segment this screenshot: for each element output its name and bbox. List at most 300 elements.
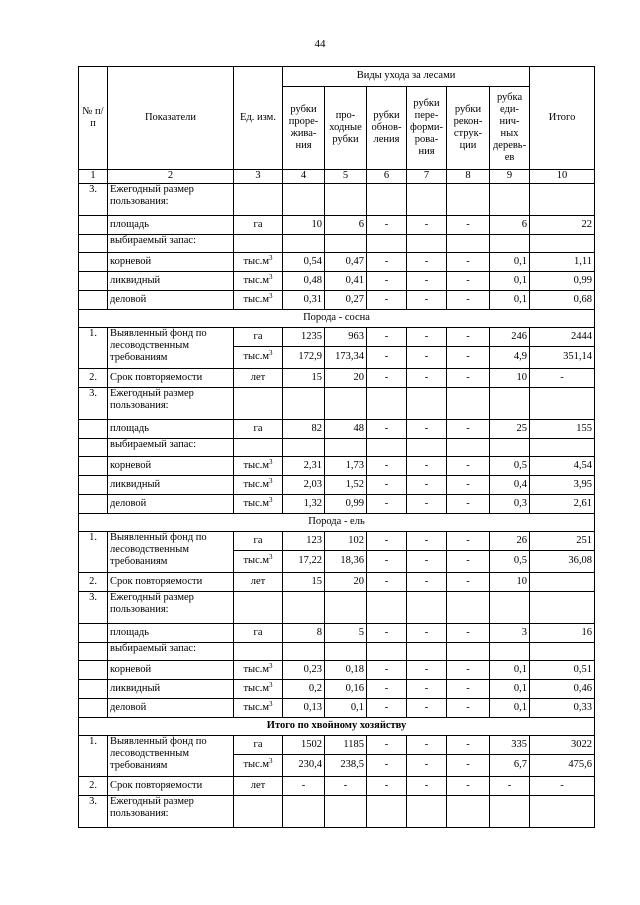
unit-cell: га xyxy=(234,328,283,347)
header-total: Итого xyxy=(530,67,595,170)
section-title: Порода - ель xyxy=(79,514,595,532)
column-number: 4 xyxy=(283,170,325,184)
empty-cell xyxy=(447,388,490,420)
value-cell: - xyxy=(367,661,407,680)
value-cell: 0,99 xyxy=(530,272,595,291)
value-cell: - xyxy=(407,347,447,369)
empty-cell xyxy=(490,388,530,420)
value-cell: - xyxy=(407,755,447,777)
value-cell: 15 xyxy=(283,573,325,592)
data-row xyxy=(79,216,595,235)
empty-cell xyxy=(407,796,447,828)
value-cell: - xyxy=(407,476,447,495)
value-cell: 22 xyxy=(530,216,595,235)
empty-cell xyxy=(283,796,325,828)
row-number: 3. xyxy=(79,592,108,624)
value-cell: - xyxy=(447,680,490,699)
value-cell: 20 xyxy=(325,573,367,592)
value-cell: - xyxy=(367,291,407,310)
header-indicators: Показатели xyxy=(108,67,234,170)
value-cell: 0,18 xyxy=(325,661,367,680)
empty-cell xyxy=(530,184,595,216)
empty-cell xyxy=(447,592,490,624)
data-row xyxy=(79,777,595,796)
value-cell: 2,03 xyxy=(283,476,325,495)
row-label: деловой xyxy=(108,495,234,514)
value-cell: - xyxy=(407,680,447,699)
empty-cell xyxy=(490,643,530,661)
value-cell: 0,54 xyxy=(283,253,325,272)
column-number: 2 xyxy=(108,170,234,184)
row-label: Выявленный фонд по лесоводственным требованиям xyxy=(108,532,234,573)
data-row xyxy=(79,253,595,272)
row-label: выбираемый запас: xyxy=(108,643,234,661)
value-cell: - xyxy=(447,216,490,235)
column-number: 7 xyxy=(407,170,447,184)
value-cell: - xyxy=(367,495,407,514)
value-cell: - xyxy=(447,457,490,476)
value-cell: 0,33 xyxy=(530,699,595,718)
value-cell: - xyxy=(367,755,407,777)
empty-cell xyxy=(234,796,283,828)
item-row xyxy=(79,643,595,661)
value-cell: 1,32 xyxy=(283,495,325,514)
value-cell: 18,36 xyxy=(325,551,367,573)
empty-cell xyxy=(325,796,367,828)
unit-cell: $тыс.м^3$ xyxy=(234,661,283,680)
value-cell: - xyxy=(407,532,447,551)
value-cell: - xyxy=(367,551,407,573)
value-cell: - xyxy=(447,495,490,514)
value-cell: - xyxy=(367,216,407,235)
value-cell: 0,23 xyxy=(283,661,325,680)
value-cell: - xyxy=(407,495,447,514)
empty-cell xyxy=(325,388,367,420)
value-cell: 246 xyxy=(490,328,530,347)
row-label: корневой xyxy=(108,457,234,476)
unit-cell: $тыс.м^3$ xyxy=(234,291,283,310)
value-cell: - xyxy=(447,328,490,347)
value-cell: 102 xyxy=(325,532,367,551)
data-row xyxy=(79,420,595,439)
value-cell: - xyxy=(367,624,407,643)
unit-cell: лет xyxy=(234,777,283,796)
row-label: ликвидный xyxy=(108,680,234,699)
header-group: Виды ухода за лесами xyxy=(283,67,530,87)
value-cell: - xyxy=(367,328,407,347)
empty-cell xyxy=(407,184,447,216)
value-cell: 20 xyxy=(325,369,367,388)
empty-cell xyxy=(325,184,367,216)
value-cell: 0,41 xyxy=(325,272,367,291)
row-label: площадь xyxy=(108,624,234,643)
value-cell: - xyxy=(407,253,447,272)
empty-cell xyxy=(325,235,367,253)
value-cell: - xyxy=(447,369,490,388)
value-cell: 3 xyxy=(490,624,530,643)
value-cell: 5 xyxy=(325,624,367,643)
row-number xyxy=(79,643,108,661)
empty-cell xyxy=(530,235,595,253)
value-cell: 15 xyxy=(283,369,325,388)
value-cell: - xyxy=(367,347,407,369)
data-row xyxy=(79,661,595,680)
header-col-6: рубка еди- нич- ных деревь- ев xyxy=(490,87,530,170)
data-row xyxy=(79,476,595,495)
row-number: 1. xyxy=(79,736,108,777)
row-label: Срок повторяемости xyxy=(108,573,234,592)
value-cell: - xyxy=(407,661,447,680)
row-label: ликвидный xyxy=(108,272,234,291)
empty-cell xyxy=(234,643,283,661)
value-cell: 6 xyxy=(325,216,367,235)
value-cell: 8 xyxy=(283,624,325,643)
section-row xyxy=(79,310,595,328)
empty-cell xyxy=(490,235,530,253)
value-cell: 6,7 xyxy=(490,755,530,777)
column-number-row xyxy=(79,170,595,184)
empty-cell xyxy=(407,643,447,661)
empty-cell xyxy=(367,643,407,661)
value-cell: - xyxy=(447,253,490,272)
value-cell: 173,34 xyxy=(325,347,367,369)
unit-cell: $тыс.м^3$ xyxy=(234,457,283,476)
column-number: 1 xyxy=(79,170,108,184)
empty-cell xyxy=(234,388,283,420)
value-cell: - xyxy=(367,680,407,699)
unit-cell: га xyxy=(234,216,283,235)
header-col-5: рубки рекон- струк- ции xyxy=(447,87,490,170)
column-number: 5 xyxy=(325,170,367,184)
value-cell: 0,51 xyxy=(530,661,595,680)
empty-cell xyxy=(530,796,595,828)
value-cell: 1502 xyxy=(283,736,325,755)
value-cell: 36,08 xyxy=(530,551,595,573)
row-number: 3. xyxy=(79,184,108,216)
empty-cell xyxy=(490,184,530,216)
empty-cell xyxy=(234,592,283,624)
empty-cell xyxy=(407,592,447,624)
row-label: Ежегодный размер пользования: xyxy=(108,592,234,624)
value-cell: 0,31 xyxy=(283,291,325,310)
header-col-4: рубки пере- форми- рова- ния xyxy=(407,87,447,170)
value-cell: - xyxy=(407,369,447,388)
value-cell: 0,48 xyxy=(283,272,325,291)
value-cell: 1,52 xyxy=(325,476,367,495)
section-row xyxy=(79,514,595,532)
value-cell: 1185 xyxy=(325,736,367,755)
empty-cell xyxy=(283,592,325,624)
value-cell: - xyxy=(447,272,490,291)
row-label: корневой xyxy=(108,661,234,680)
unit-cell: $тыс.м^3$ xyxy=(234,680,283,699)
data-row xyxy=(79,624,595,643)
value-cell: 0,2 xyxy=(283,680,325,699)
value-cell: - xyxy=(447,532,490,551)
value-cell: 238,5 xyxy=(325,755,367,777)
value-cell: - xyxy=(407,457,447,476)
header-col-2: про- ходные рубки xyxy=(325,87,367,170)
value-cell: 25 xyxy=(490,420,530,439)
empty-cell xyxy=(283,439,325,457)
column-number: 9 xyxy=(490,170,530,184)
value-cell: 0,13 xyxy=(283,699,325,718)
value-cell: - xyxy=(367,420,407,439)
header-unit: Ед. изм. xyxy=(234,67,283,170)
empty-cell xyxy=(283,184,325,216)
empty-cell xyxy=(407,439,447,457)
row-number: 1. xyxy=(79,532,108,573)
row-number xyxy=(79,216,108,235)
header-col-1: рубки проре- жива- ния xyxy=(283,87,325,170)
value-cell: - xyxy=(447,291,490,310)
empty-cell xyxy=(283,235,325,253)
row-label: выбираемый запас: xyxy=(108,439,234,457)
value-cell: 123 xyxy=(283,532,325,551)
item-row xyxy=(79,439,595,457)
value-cell: 351,14 xyxy=(530,347,595,369)
data-row xyxy=(79,532,595,551)
empty-cell xyxy=(490,592,530,624)
row-label: ликвидный xyxy=(108,476,234,495)
row-number xyxy=(79,253,108,272)
data-row xyxy=(79,272,595,291)
row-label: Срок повторяемости xyxy=(108,777,234,796)
row-number: 1. xyxy=(79,328,108,369)
value-cell: - xyxy=(407,272,447,291)
value-cell: - xyxy=(447,476,490,495)
value-cell: - xyxy=(447,777,490,796)
row-number xyxy=(79,420,108,439)
row-label: Ежегодный размер пользования: xyxy=(108,388,234,420)
column-number: 3 xyxy=(234,170,283,184)
data-row xyxy=(79,291,595,310)
value-cell: 963 xyxy=(325,328,367,347)
item-row xyxy=(79,184,595,216)
row-number xyxy=(79,476,108,495)
value-cell: 0,27 xyxy=(325,291,367,310)
row-label: Выявленный фонд по лесоводственным требованиям xyxy=(108,328,234,369)
empty-cell xyxy=(234,235,283,253)
row-label: деловой xyxy=(108,291,234,310)
row-label: Выявленный фонд по лесоводственным требованиям xyxy=(108,736,234,777)
row-label: деловой xyxy=(108,699,234,718)
value-cell: 17,22 xyxy=(283,551,325,573)
empty-cell xyxy=(447,796,490,828)
row-number xyxy=(79,272,108,291)
value-cell: - xyxy=(447,420,490,439)
value-cell: 2444 xyxy=(530,328,595,347)
empty-cell xyxy=(367,592,407,624)
section-title: Итого по хвойному хозяйству xyxy=(79,718,595,736)
data-row xyxy=(79,328,595,347)
item-row xyxy=(79,796,595,828)
value-cell: 0,1 xyxy=(490,661,530,680)
value-cell: - xyxy=(407,573,447,592)
value-cell: 0,1 xyxy=(490,291,530,310)
unit-cell: $тыс.м^3$ xyxy=(234,476,283,495)
value-cell: - xyxy=(407,699,447,718)
empty-cell xyxy=(367,439,407,457)
value-cell: 0,5 xyxy=(490,551,530,573)
header-num: № п/п xyxy=(79,67,108,170)
value-cell: - xyxy=(367,476,407,495)
page-number: 44 xyxy=(314,38,326,50)
empty-cell xyxy=(530,439,595,457)
item-row xyxy=(79,235,595,253)
value-cell: - xyxy=(367,736,407,755)
column-number: 6 xyxy=(367,170,407,184)
value-cell: 4,9 xyxy=(490,347,530,369)
value-cell xyxy=(530,573,595,592)
value-cell: 0,99 xyxy=(325,495,367,514)
value-cell: 230,4 xyxy=(283,755,325,777)
value-cell: 172,9 xyxy=(283,347,325,369)
value-cell: - xyxy=(530,777,595,796)
unit-cell: га xyxy=(234,624,283,643)
value-cell: - xyxy=(325,777,367,796)
empty-cell xyxy=(283,388,325,420)
value-cell: 3,95 xyxy=(530,476,595,495)
value-cell: - xyxy=(447,699,490,718)
row-number: 3. xyxy=(79,796,108,828)
value-cell: - xyxy=(447,624,490,643)
row-label: площадь xyxy=(108,216,234,235)
value-cell: - xyxy=(447,573,490,592)
empty-cell xyxy=(325,439,367,457)
value-cell: 0,3 xyxy=(490,495,530,514)
section-row xyxy=(79,718,595,736)
empty-cell xyxy=(283,643,325,661)
unit-cell: га xyxy=(234,736,283,755)
value-cell: - xyxy=(530,369,595,388)
empty-cell xyxy=(530,592,595,624)
value-cell: 0,1 xyxy=(490,680,530,699)
data-row xyxy=(79,495,595,514)
value-cell: 48 xyxy=(325,420,367,439)
value-cell: 1235 xyxy=(283,328,325,347)
value-cell: 475,6 xyxy=(530,755,595,777)
column-number: 8 xyxy=(447,170,490,184)
value-cell: - xyxy=(447,661,490,680)
empty-cell xyxy=(325,643,367,661)
value-cell: - xyxy=(367,253,407,272)
value-cell: 0,47 xyxy=(325,253,367,272)
row-number xyxy=(79,457,108,476)
value-cell: 82 xyxy=(283,420,325,439)
value-cell: 16 xyxy=(530,624,595,643)
unit-cell: $тыс.м^3$ xyxy=(234,551,283,573)
value-cell: - xyxy=(407,736,447,755)
data-row xyxy=(79,369,595,388)
value-cell: - xyxy=(367,272,407,291)
unit-cell: га xyxy=(234,532,283,551)
row-label: Ежегодный размер пользования: xyxy=(108,796,234,828)
item-row xyxy=(79,388,595,420)
value-cell: 4,54 xyxy=(530,457,595,476)
value-cell: 1,11 xyxy=(530,253,595,272)
empty-cell xyxy=(530,388,595,420)
value-cell: - xyxy=(407,624,447,643)
empty-cell xyxy=(407,235,447,253)
unit-cell: лет xyxy=(234,573,283,592)
value-cell: 10 xyxy=(490,573,530,592)
row-label: площадь xyxy=(108,420,234,439)
value-cell: - xyxy=(367,532,407,551)
column-number: 10 xyxy=(530,170,595,184)
value-cell: 0,1 xyxy=(490,699,530,718)
data-row xyxy=(79,699,595,718)
value-cell: 2,61 xyxy=(530,495,595,514)
header-col-3: рубки обнов- ления xyxy=(367,87,407,170)
data-row xyxy=(79,736,595,755)
unit-cell: $тыс.м^3$ xyxy=(234,755,283,777)
data-row xyxy=(79,457,595,476)
value-cell: 0,4 xyxy=(490,476,530,495)
unit-cell: га xyxy=(234,420,283,439)
empty-cell xyxy=(447,439,490,457)
value-cell: 335 xyxy=(490,736,530,755)
value-cell: 3022 xyxy=(530,736,595,755)
value-cell: 10 xyxy=(283,216,325,235)
row-number xyxy=(79,624,108,643)
unit-cell: лет xyxy=(234,369,283,388)
value-cell: 0,5 xyxy=(490,457,530,476)
value-cell: - xyxy=(367,699,407,718)
empty-cell xyxy=(367,184,407,216)
value-cell: - xyxy=(447,347,490,369)
value-cell: 155 xyxy=(530,420,595,439)
row-number: 2. xyxy=(79,777,108,796)
value-cell: - xyxy=(407,420,447,439)
value-cell: 0,16 xyxy=(325,680,367,699)
value-cell: 0,68 xyxy=(530,291,595,310)
empty-cell xyxy=(447,235,490,253)
data-row xyxy=(79,680,595,699)
row-number: 2. xyxy=(79,573,108,592)
row-number xyxy=(79,661,108,680)
unit-cell: $тыс.м^3$ xyxy=(234,253,283,272)
value-cell: 0,1 xyxy=(490,272,530,291)
row-number xyxy=(79,439,108,457)
value-cell: - xyxy=(283,777,325,796)
empty-cell xyxy=(530,643,595,661)
value-cell: - xyxy=(407,291,447,310)
value-cell: 0,1 xyxy=(490,253,530,272)
value-cell: 0,46 xyxy=(530,680,595,699)
row-label: выбираемый запас: xyxy=(108,235,234,253)
empty-cell xyxy=(490,796,530,828)
value-cell: 6 xyxy=(490,216,530,235)
forest-care-table xyxy=(78,66,595,828)
value-cell: 10 xyxy=(490,369,530,388)
empty-cell xyxy=(367,388,407,420)
header-row xyxy=(79,67,595,87)
value-cell: 1,73 xyxy=(325,457,367,476)
row-number xyxy=(79,680,108,699)
empty-cell xyxy=(325,592,367,624)
value-cell: - xyxy=(407,328,447,347)
row-number xyxy=(79,495,108,514)
empty-cell xyxy=(407,388,447,420)
value-cell: - xyxy=(367,457,407,476)
data-row xyxy=(79,573,595,592)
value-cell: - xyxy=(447,755,490,777)
value-cell: - xyxy=(447,736,490,755)
value-cell: - xyxy=(367,777,407,796)
value-cell: - xyxy=(490,777,530,796)
row-label: корневой xyxy=(108,253,234,272)
